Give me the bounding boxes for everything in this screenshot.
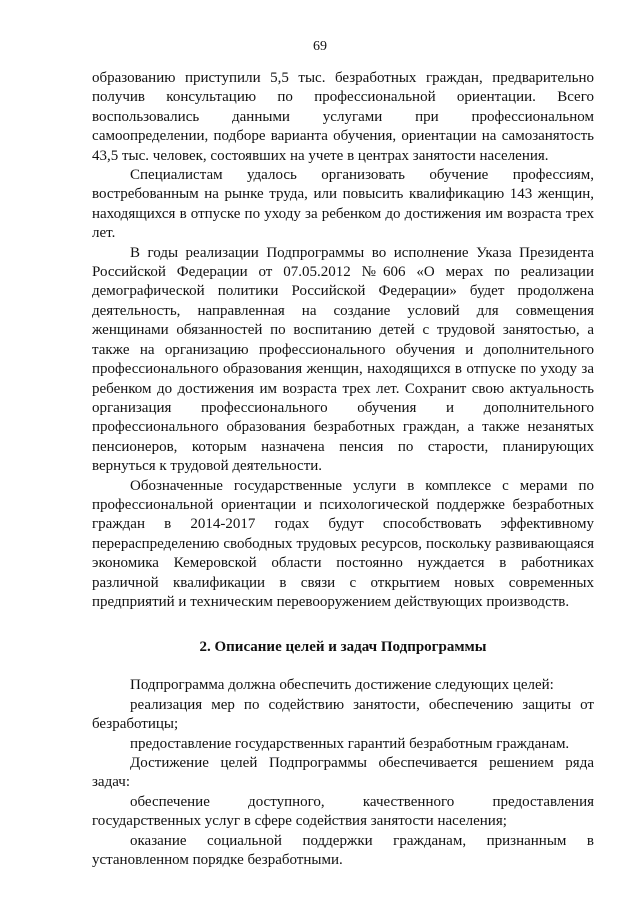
paragraph-goals-intro: Подпрограмма должна обеспечить достижение следующих целей: <box>130 677 554 694</box>
paragraph-goal-1: реализация мер по содействию занятости, обеспечению защиты от безработицы; <box>92 696 594 733</box>
paragraph-program-years: В годы реализации Подпрограммы во исполнение Указа Президента Российской Федерации от 07.05.2012 №606 «О мерах по реализации демографической политики Российской Федерации» будет продолжена деятельность, направленная на создание условий для совмещения женщинами обязанностей по воспитанию детей с трудовой занятостью, а также на организацию профессионального обучения и дополнительного профессионального образования женщин, находящихся в отпуске по уходу за ребенком до достижения им возраста трех лет. Сохранит свою актуальность организация профессионального обучения и дополнительного профессионального образования безработных граждан, а также незанятых пенсионеров, которым назначена пенсия по старости, планирующих вернуться к трудовой деятельности. <box>92 244 594 475</box>
document-body <box>92 69 594 870</box>
page-number: 69 <box>313 39 327 54</box>
section-heading: 2. Описание целей и задач Подпрограммы <box>199 639 487 656</box>
paragraph-specialists: Специалистам удалось организовать обучение профессиям, востребованным на рынке труда, или повысить квалификацию 143 женщин, находящихся в отпуске по уходу за ребенком до достижения им возраста трех лет. <box>92 167 594 242</box>
paragraph-state-services: Обозначенные государственные услуги в комплексе с мерами по профессиональной ориентации и психологической поддержке безработных граждан в 2014-2017 годах будут способствовать эффективному перераспределению свободных трудовых ресурсов, поскольку развивающаяся экономика Кемеровской области постоянно нуждается в работниках различной квалификации в связи с открытием новых современных предприятий и техническим перевооружением действующих производств. <box>92 477 594 610</box>
paragraph-task-1: обеспечение доступного, качественного предоставления государственных услуг в сфере содействия занятости населения; <box>92 793 594 830</box>
paragraph-continuation: образованию приступили 5,5 тыс. безработных граждан, предварительно получив консультацию по профессиональной ориентации. Всего воспользовались данными услугами при профессиональном самоопределении, подборе варианта обучения, ориентации на самозанятость 43,5 тыс. человек, состоявших на учете в центрах занятости населения. <box>92 70 594 164</box>
paragraph-task-2: оказание социальной поддержки гражданам, признанным в установленном порядке безработными. <box>92 832 594 869</box>
paragraph-goal-2: предоставление государственных гарантий безработным гражданам. <box>130 735 570 752</box>
paragraph-tasks-intro: Достижение целей Подпрограммы обеспечивается решением ряда задач: <box>92 755 594 791</box>
